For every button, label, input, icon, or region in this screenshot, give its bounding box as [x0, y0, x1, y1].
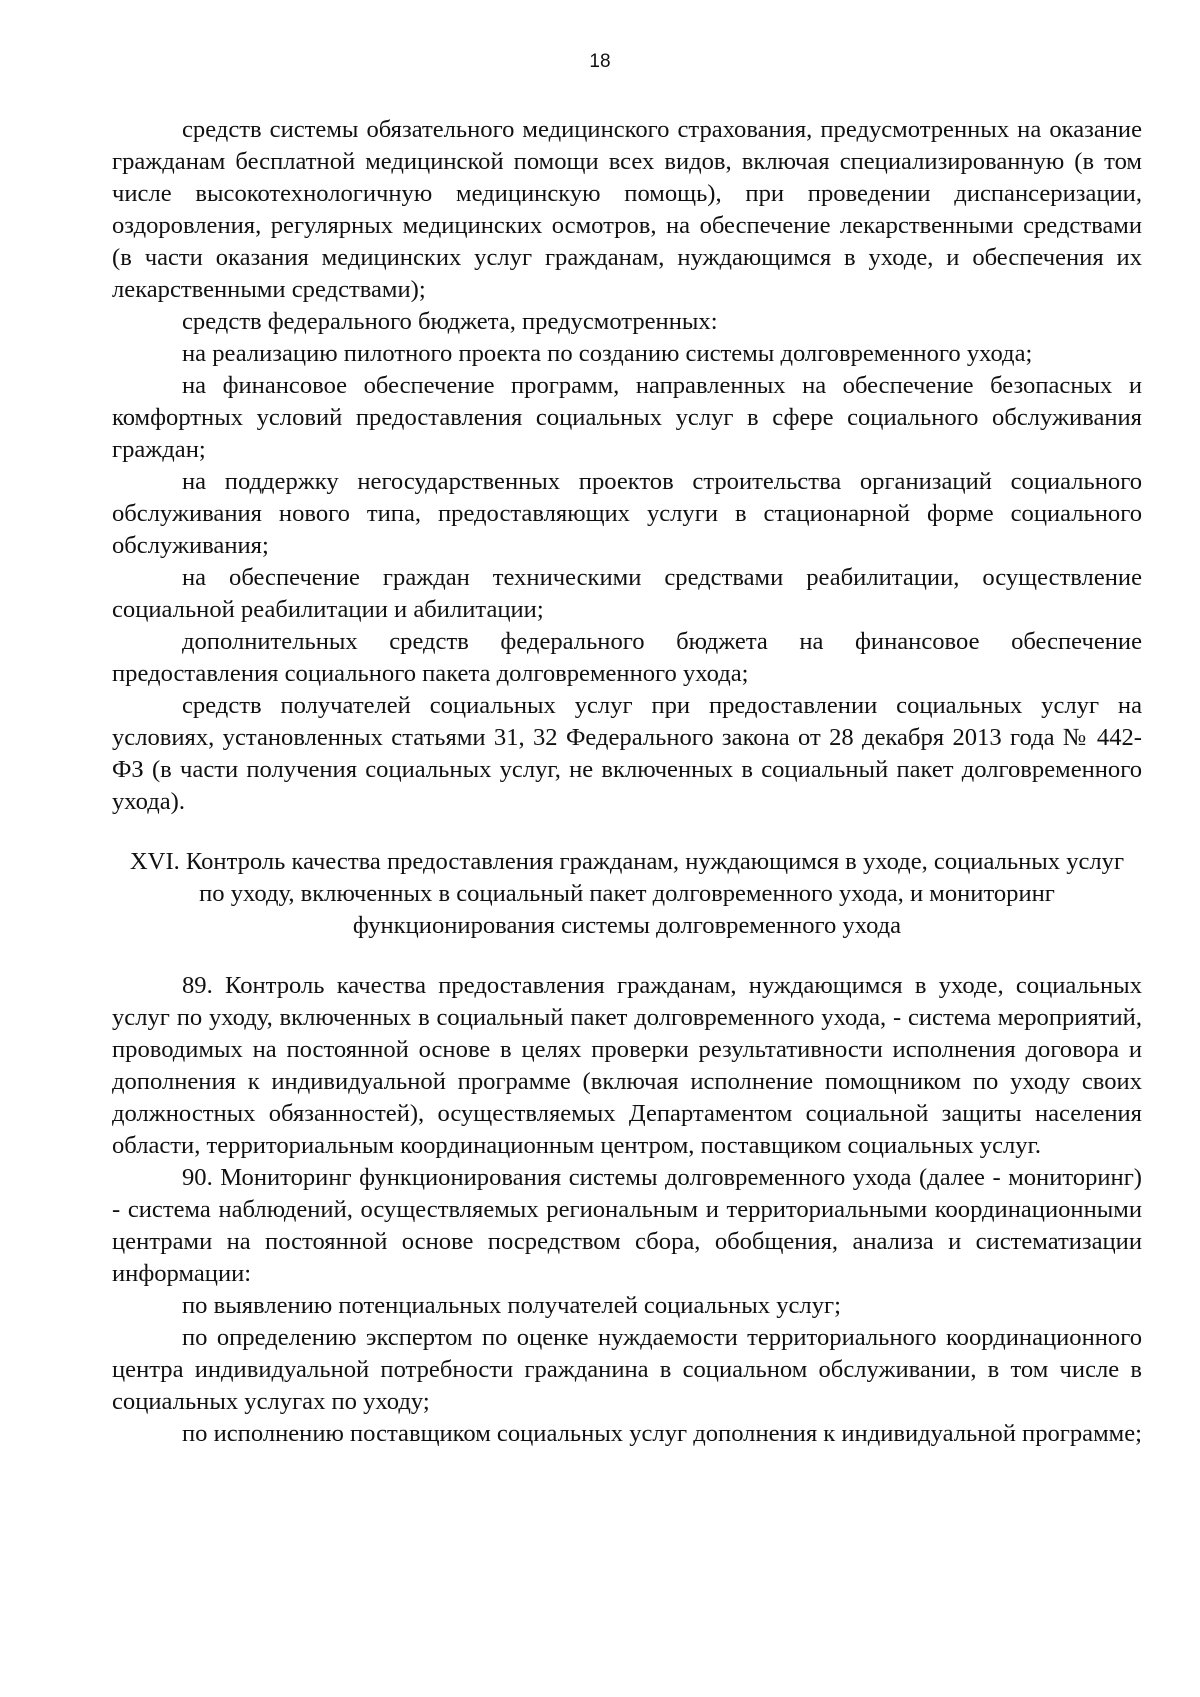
- paragraph-medical-insurance-funds: средств системы обязательного медицинского страхования, предусмотренных на оказание гражданам бесплатной медицинской помощи всех видов, включая специализированную (в том числе высокотехнологичную медицинскую помощь), при проведении диспансеризации, оздоровления, регулярных медицинских осмотров, на обеспечение лекарственными средствами (в части оказания медицинских услуг гражданам, нуждающимся в уходе, и обеспечения их лекарственными средствами);: [112, 116, 1142, 303]
- paragraph-needs-assessment: по определению экспертом по оценке нуждаемости территориального координационного центра индивидуальной потребности гражданина в социальном обслуживании, в том числе в социальных услугах по уходу;: [112, 1324, 1142, 1415]
- section-heading-xvi: XVI. Контроль качества предоставления гражданам, нуждающимся в уходе, социальных услуг по уходу, включенных в социальный пакет долговременного ухода, и мониторинг функционирования системы долговременного ухода: [129, 848, 1125, 939]
- paragraph-recipient-funds: средств получателей социальных услуг при предоставлении социальных услуг на условиях, установленных статьями 31, 32 Федерального закона от 28 декабря 2013 года № 442-ФЗ (в части получения социальных услуг, не включенных в социальный пакет долговременного ухода).: [112, 692, 1142, 815]
- paragraph-identification: по выявлению потенциальных получателей социальных услуг;: [182, 1292, 841, 1319]
- paragraph-financial-programs: на финансовое обеспечение программ, направленных на обеспечение безопасных и комфортных условий предоставления социальных услуг в сфере социального обслуживания граждан;: [112, 372, 1142, 463]
- paragraph-rehabilitation-means: на обеспечение граждан техническими средствами реабилитации, осуществление социальной реабилитации и абилитации;: [112, 564, 1142, 623]
- paragraph-non-state-projects: на поддержку негосударственных проектов строительства организаций социального обслуживания нового типа, предоставляющих услуги в стационарной форме социального обслуживания;: [112, 468, 1142, 559]
- paragraph-89-quality-control: 89. Контроль качества предоставления гражданам, нуждающимся в уходе, социальных услуг по уходу, включенных в социальный пакет долговременного ухода, - система мероприятий, проводимых на постоянной основе в целях проверки результативности исполнения договора и дополнения к индивидуальной программе (включая исполнение помощником по уходу своих должностных обязанностей), осуществляемых Департаментом социальной защиты населения области, территориальным координационным центром, поставщиком социальных услуг.: [112, 972, 1142, 1159]
- paragraph-pilot-project: на реализацию пилотного проекта по созданию системы долговременного ухода;: [182, 340, 1033, 367]
- paragraph-90-monitoring: 90. Мониторинг функционирования системы долговременного ухода (далее - мониторинг) - система наблюдений, осуществляемых региональным и территориальными координационными центрами на постоянной основе посредством сбора, обобщения, анализа и систематизации информации:: [112, 1164, 1142, 1287]
- document-body: [112, 114, 1142, 1450]
- paragraph-federal-budget-funds: средств федерального бюджета, предусмотренных:: [182, 308, 718, 335]
- paragraph-program-execution: по исполнению поставщиком социальных услуг дополнения к индивидуальной программе;: [182, 1420, 1142, 1447]
- paragraph-additional-funds: дополнительных средств федерального бюджета на финансовое обеспечение предоставления социального пакета долговременного ухода;: [112, 628, 1142, 687]
- page-number: 18: [589, 51, 611, 72]
